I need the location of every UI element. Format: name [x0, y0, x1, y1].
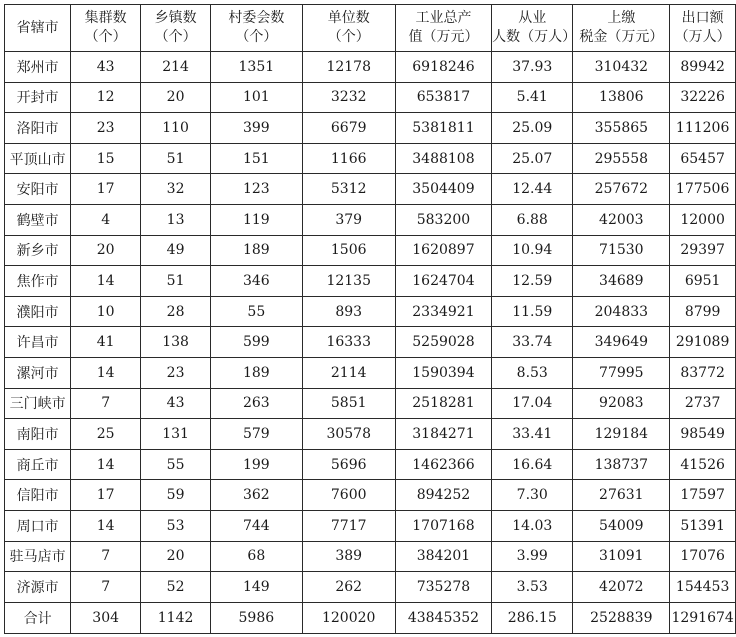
value-cell: 123 — [211, 174, 303, 205]
city-name-cell: 周口市 — [5, 510, 71, 541]
city-name-cell: 开封市 — [5, 82, 71, 113]
value-cell: 12.44 — [492, 174, 573, 205]
value-cell: 1351 — [211, 52, 303, 83]
value-cell: 37.93 — [492, 52, 573, 83]
value-cell: 43845352 — [395, 602, 491, 633]
value-cell: 894252 — [395, 480, 491, 511]
value-cell: 744 — [211, 510, 303, 541]
value-cell: 3232 — [302, 82, 395, 113]
value-cell: 14 — [71, 510, 141, 541]
value-cell: 12135 — [302, 266, 395, 297]
value-cell: 1462366 — [395, 449, 491, 480]
value-cell: 7 — [71, 572, 141, 603]
value-cell: 41 — [71, 327, 141, 358]
value-cell: 138 — [141, 327, 211, 358]
value-cell: 29397 — [670, 235, 736, 266]
value-cell: 346 — [211, 266, 303, 297]
city-name-cell: 许昌市 — [5, 327, 71, 358]
value-cell: 12000 — [670, 204, 736, 235]
header-text: 单位数 — [327, 10, 370, 26]
value-cell: 151 — [211, 143, 303, 174]
city-name-cell: 安阳市 — [5, 174, 71, 205]
header-taxes — [573, 5, 670, 52]
value-cell: 16333 — [302, 327, 395, 358]
table-row — [5, 296, 736, 327]
city-name-cell: 新乡市 — [5, 235, 71, 266]
city-name-cell: 漯河市 — [5, 357, 71, 388]
value-cell: 55 — [141, 449, 211, 480]
value-cell: 5.41 — [492, 82, 573, 113]
value-cell: 304 — [71, 602, 141, 633]
value-cell: 23 — [71, 113, 141, 144]
value-cell: 362 — [211, 480, 303, 511]
city-name-cell: 信阳市 — [5, 480, 71, 511]
value-cell: 10 — [71, 296, 141, 327]
value-cell: 1291674 — [670, 602, 736, 633]
value-cell: 51391 — [670, 510, 736, 541]
value-cell: 20 — [141, 82, 211, 113]
value-cell: 51 — [141, 143, 211, 174]
header-text: 工业总产 — [415, 10, 472, 26]
header-text: 从业 — [518, 10, 547, 26]
value-cell: 355865 — [573, 113, 670, 144]
value-cell: 25.07 — [492, 143, 573, 174]
header-row — [5, 5, 736, 52]
value-cell: 189 — [211, 357, 303, 388]
value-cell: 3.53 — [492, 572, 573, 603]
table-body — [5, 52, 736, 634]
value-cell: 349649 — [573, 327, 670, 358]
value-cell: 12178 — [302, 52, 395, 83]
value-cell: 14 — [71, 266, 141, 297]
value-cell: 3.99 — [492, 541, 573, 572]
header-employees — [492, 5, 577, 52]
table-row — [5, 82, 736, 113]
value-cell: 54009 — [573, 510, 670, 541]
value-cell: 1620897 — [395, 235, 491, 266]
value-cell: 32 — [141, 174, 211, 205]
value-cell: 389 — [302, 541, 395, 572]
value-cell: 77995 — [573, 357, 670, 388]
value-cell: 14 — [71, 357, 141, 388]
table-row — [5, 113, 736, 144]
value-cell: 23 — [141, 357, 211, 388]
value-cell: 189 — [211, 235, 303, 266]
value-cell: 5986 — [211, 602, 303, 633]
value-cell: 33.41 — [492, 419, 573, 450]
value-cell: 32226 — [670, 82, 736, 113]
value-cell: 28 — [141, 296, 211, 327]
value-cell: 2737 — [670, 388, 736, 419]
table-row — [5, 266, 736, 297]
value-cell: 138737 — [573, 449, 670, 480]
value-cell: 8.53 — [492, 357, 573, 388]
table-row — [5, 235, 736, 266]
table-row — [5, 143, 736, 174]
header-unit: 税金（万元） — [579, 29, 664, 45]
city-name-cell: 济源市 — [5, 572, 71, 603]
value-cell: 129184 — [573, 419, 670, 450]
value-cell: 214 — [141, 52, 211, 83]
value-cell: 893 — [302, 296, 395, 327]
header-text: 乡镇数 — [154, 10, 197, 26]
value-cell: 6918246 — [395, 52, 491, 83]
value-cell: 13 — [141, 204, 211, 235]
value-cell: 3488108 — [395, 143, 491, 174]
value-cell: 599 — [211, 327, 303, 358]
header-unit: （个） — [154, 29, 197, 45]
header-unit: （个） — [235, 29, 278, 45]
header-text: 上缴 — [607, 10, 636, 26]
value-cell: 10.94 — [492, 235, 573, 266]
value-cell: 177506 — [670, 174, 736, 205]
value-cell: 4 — [71, 204, 141, 235]
value-cell: 12.59 — [492, 266, 573, 297]
table-row — [5, 327, 736, 358]
city-name-cell: 平顶山市 — [5, 143, 71, 174]
value-cell: 16.64 — [492, 449, 573, 480]
value-cell: 286.15 — [492, 602, 573, 633]
value-cell: 7 — [71, 541, 141, 572]
header-text: 出口额 — [681, 10, 724, 26]
value-cell: 384201 — [395, 541, 491, 572]
table-row — [5, 357, 736, 388]
table-row — [5, 449, 736, 480]
value-cell: 262 — [302, 572, 395, 603]
header-unit: 值（万元） — [408, 29, 479, 45]
value-cell: 43 — [71, 52, 141, 83]
city-name-cell: 洛阳市 — [5, 113, 71, 144]
value-cell: 12 — [71, 82, 141, 113]
value-cell: 3184271 — [395, 419, 491, 450]
value-cell: 119 — [211, 204, 303, 235]
value-cell: 83772 — [670, 357, 736, 388]
value-cell: 89942 — [670, 52, 736, 83]
value-cell: 379 — [302, 204, 395, 235]
header-towns — [141, 5, 211, 52]
city-name-cell: 焦作市 — [5, 266, 71, 297]
table-row — [5, 174, 736, 205]
value-cell: 17 — [71, 174, 141, 205]
value-cell: 7600 — [302, 480, 395, 511]
value-cell: 1590394 — [395, 357, 491, 388]
header-text: 村委会数 — [228, 10, 285, 26]
value-cell: 2114 — [302, 357, 395, 388]
header-village-committees — [211, 5, 303, 52]
header-text: 省辖市 — [16, 19, 59, 36]
header-units — [302, 5, 395, 52]
value-cell: 51 — [141, 266, 211, 297]
value-cell: 1166 — [302, 143, 395, 174]
statistics-table-container — [4, 4, 736, 634]
table-row — [5, 572, 736, 603]
value-cell: 399 — [211, 113, 303, 144]
value-cell: 5851 — [302, 388, 395, 419]
value-cell: 2518281 — [395, 388, 491, 419]
value-cell: 735278 — [395, 572, 491, 603]
value-cell: 5259028 — [395, 327, 491, 358]
city-name-cell: 商丘市 — [5, 449, 71, 480]
value-cell: 1142 — [141, 602, 211, 633]
table-row — [5, 388, 736, 419]
table-row — [5, 204, 736, 235]
value-cell: 101 — [211, 82, 303, 113]
city-name-cell: 南阳市 — [5, 419, 71, 450]
value-cell: 98549 — [670, 419, 736, 450]
value-cell: 17.04 — [492, 388, 573, 419]
value-cell: 5381811 — [395, 113, 491, 144]
value-cell: 17076 — [670, 541, 736, 572]
value-cell: 33.74 — [492, 327, 573, 358]
table-row — [5, 510, 736, 541]
value-cell: 7717 — [302, 510, 395, 541]
value-cell: 30578 — [302, 419, 395, 450]
value-cell: 6.88 — [492, 204, 573, 235]
value-cell: 65457 — [670, 143, 736, 174]
value-cell: 110 — [141, 113, 211, 144]
city-name-cell: 郑州市 — [5, 52, 71, 83]
value-cell: 5312 — [302, 174, 395, 205]
value-cell: 92083 — [573, 388, 670, 419]
statistics-table — [4, 4, 736, 634]
value-cell: 49 — [141, 235, 211, 266]
value-cell: 71530 — [573, 235, 670, 266]
value-cell: 120020 — [302, 602, 395, 633]
value-cell: 154453 — [670, 572, 736, 603]
header-exports — [670, 5, 736, 52]
value-cell: 111206 — [670, 113, 736, 144]
value-cell: 5696 — [302, 449, 395, 480]
value-cell: 20 — [141, 541, 211, 572]
value-cell: 53 — [141, 510, 211, 541]
value-cell: 295558 — [573, 143, 670, 174]
value-cell: 7.30 — [492, 480, 573, 511]
value-cell: 579 — [211, 419, 303, 450]
header-unit: （个） — [327, 29, 370, 45]
value-cell: 14 — [71, 449, 141, 480]
city-name-cell: 濮阳市 — [5, 296, 71, 327]
total-row — [5, 602, 736, 633]
header-unit: （万人） — [674, 29, 731, 45]
value-cell: 13806 — [573, 82, 670, 113]
value-cell: 27631 — [573, 480, 670, 511]
city-name-cell: 驻马店市 — [5, 541, 71, 572]
value-cell: 199 — [211, 449, 303, 480]
value-cell: 257672 — [573, 174, 670, 205]
value-cell: 11.59 — [492, 296, 573, 327]
value-cell: 55 — [211, 296, 303, 327]
value-cell: 68 — [211, 541, 303, 572]
value-cell: 43 — [141, 388, 211, 419]
value-cell: 8799 — [670, 296, 736, 327]
city-name-cell: 鹤壁市 — [5, 204, 71, 235]
value-cell: 1506 — [302, 235, 395, 266]
value-cell: 204833 — [573, 296, 670, 327]
table-row — [5, 541, 736, 572]
value-cell: 31091 — [573, 541, 670, 572]
value-cell: 1624704 — [395, 266, 491, 297]
value-cell: 3504409 — [395, 174, 491, 205]
value-cell: 7 — [71, 388, 141, 419]
value-cell: 2528839 — [573, 602, 670, 633]
value-cell: 41526 — [670, 449, 736, 480]
value-cell: 42003 — [573, 204, 670, 235]
value-cell: 42072 — [573, 572, 670, 603]
value-cell: 583200 — [395, 204, 491, 235]
header-unit: 人数（万人） — [492, 29, 577, 45]
header-city — [5, 5, 71, 52]
value-cell: 25.09 — [492, 113, 573, 144]
table-row — [5, 480, 736, 511]
value-cell: 6951 — [670, 266, 736, 297]
value-cell: 59 — [141, 480, 211, 511]
value-cell: 2334921 — [395, 296, 491, 327]
city-name-cell: 三门峡市 — [5, 388, 71, 419]
city-name-cell: 合计 — [5, 602, 71, 633]
value-cell: 6679 — [302, 113, 395, 144]
table-row — [5, 419, 736, 450]
value-cell: 20 — [71, 235, 141, 266]
header-industrial-output — [395, 5, 491, 52]
value-cell: 310432 — [573, 52, 670, 83]
value-cell: 653817 — [395, 82, 491, 113]
value-cell: 131 — [141, 419, 211, 450]
value-cell: 291089 — [670, 327, 736, 358]
header-text: 集群数 — [84, 10, 127, 26]
value-cell: 263 — [211, 388, 303, 419]
value-cell: 15 — [71, 143, 141, 174]
value-cell: 17 — [71, 480, 141, 511]
header-unit: （个） — [84, 29, 127, 45]
value-cell: 149 — [211, 572, 303, 603]
value-cell: 25 — [71, 419, 141, 450]
table-row — [5, 52, 736, 83]
header-clusters — [71, 5, 141, 52]
value-cell: 34689 — [573, 266, 670, 297]
value-cell: 17597 — [670, 480, 736, 511]
value-cell: 14.03 — [492, 510, 573, 541]
value-cell: 1707168 — [395, 510, 491, 541]
value-cell: 52 — [141, 572, 211, 603]
